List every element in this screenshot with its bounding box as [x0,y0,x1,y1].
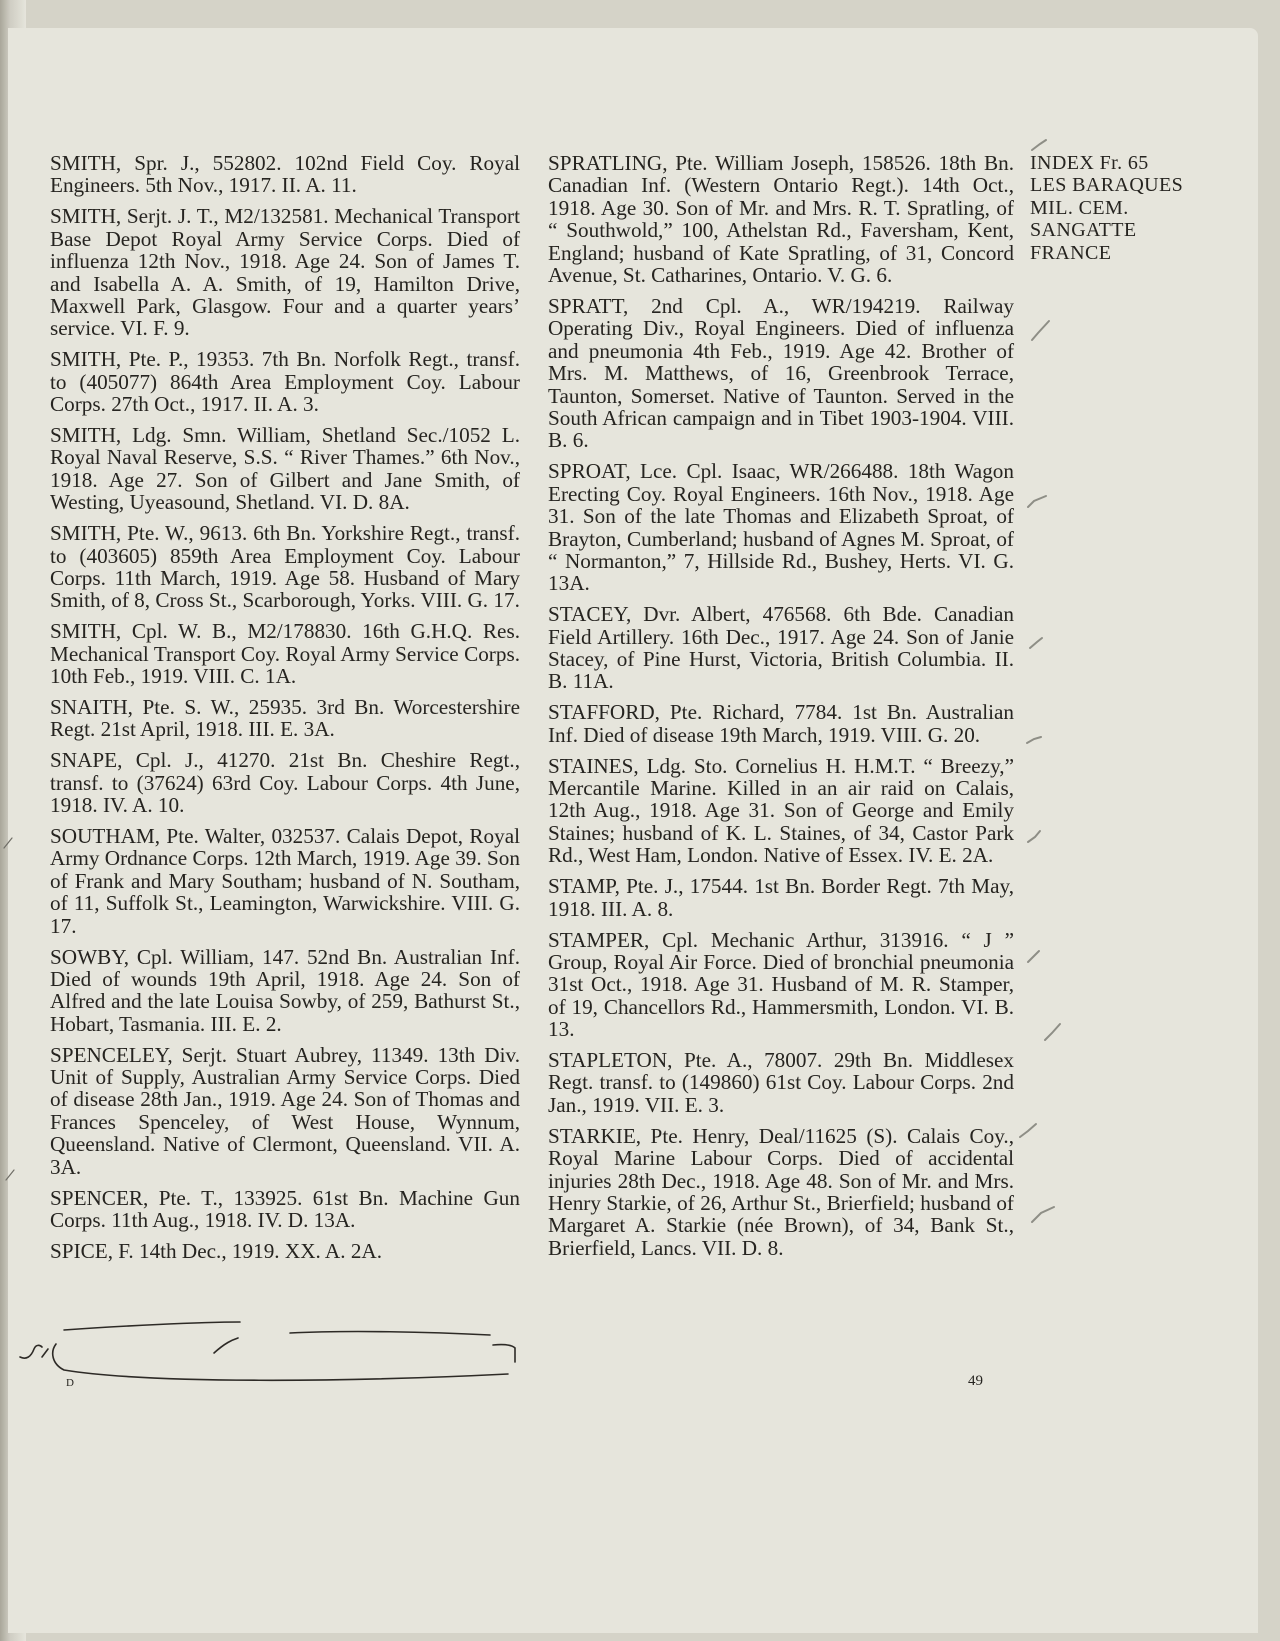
cemetery-line-place: SANGATTE [1030,219,1137,242]
cemetery-line-type: MIL. CEM. [1030,196,1129,219]
entry-stafford: STAFFORD, Pte. Richard, 7784. 1st Bn. Australian Inf. Died of disease 19th March, 1919. VIII. G. 20. [548,700,1014,747]
entry-spencer: SPENCER, Pte. T., 133925. 61st Bn. Machine Gun Corps. 11th Aug., 1918. IV. D. 13A. [50,1185,520,1232]
entry-stacey: STACEY, Dvr. Albert, 476568. 6th Bde. Canadian Field Artillery. 16th Dec., 1917. Age 24. Son of Janie Stacey, of Pine Hurst, Victoria, British Columbia. II. B. 11A. [548,602,1014,694]
entry-smith-j: SMITH, Spr. J., 552802. 102nd Field Coy. Royal Engineers. 5th Nov., 1917. II. A. 11. [50,151,520,198]
middle-column [548,152,1014,1268]
entry-smith-william: SMITH, Ldg. Smn. William, Shetland Sec./1052 L. Royal Naval Reserve, S.S. “ River Thames.” 6th Nov., 1918. Age 27. Son of Gilbert and Jane Smith, of Westing, Uyeasound, Shetland. VI. D. 8A. [50,422,520,515]
entry-snape: SNAPE, Cpl. J., 41270. 21st Bn. Cheshire Regt., transf. to (37624) 63rd Coy. Labour Corps. 4th June, 1918. IV. A. 10. [50,748,520,818]
entry-stamp: STAMP, Pte. J., 17544. 1st Bn. Border Regt. 7th May, 1918. III. A. 8. [548,874,1014,921]
cemetery-line-index: INDEX Fr. 65 [1030,152,1149,174]
entry-stamper: STAMPER, Cpl. Mechanic Arthur, 313916. “ J ” Group, Royal Air Force. Died of bronchial pneumonia 31st Oct., 1918. Age 31. Husband of M. R. Stamper, of 19, Chancellors Rd., Hammersmith, London. VI. B. 13. [548,927,1014,1042]
entry-southam: SOUTHAM, Pte. Walter, 032537. Calais Depot, Royal Army Ordnance Corps. 12th March, 1919. Age 39. Son of Frank and Mary Southam; husband of N. Southam, of 11, Suffolk St., Leamington, Warwickshire. VIII. G. 17. [50,823,520,938]
entry-smith-p: SMITH, Pte. P., 19353. 7th Bn. Norfolk Regt., transf. to (405077) 864th Area Employment Coy. Labour Corps. 27th Oct., 1917. II. A. 3. [50,347,520,417]
entry-snaith: SNAITH, Pte. S. W., 25935. 3rd Bn. Worcestershire Regt. 21st April, 1918. III. E. 3A. [50,694,520,742]
entry-smith-w: SMITH, Pte. W., 9613. 6th Bn. Yorkshire Regt., transf. to (403605) 859th Area Employment Coy. Labour Corps. 11th March, 1919. Age 58. Husband of Mary Smith, of 8, Cross St., Scarborough, Yorks. VIII. G. 17. [50,521,520,613]
entry-spratling: SPRATLING, Pte. William Joseph, 158526. 18th Bn. Canadian Inf. (Western Ontario Regt.). 14th Oct., 1918. Age 30. Son of Mr. and Mrs. R. T. Spratling, of “ Southwold,” 100, Athelstan Rd., Faversham, Kent, England; husband of Kate Spratling, of 31, Concord Avenue, St. Catharines, Ontario. V. G. 6. [548,151,1014,288]
entry-starkie: STARKIE, Pte. Henry, Deal/11625 (S). Calais Coy., Royal Marine Labour Corps. Died of accidental injuries 28th Dec., 1918. Age 48. Son of Mr. and Mrs. Henry Starkie, of 26, Arthur St., Brierfield; husband of Margaret A. Starkie (née Brown), of 34, Bank St., Brierfield, Lancs. VII. D. 8. [548,1123,1014,1260]
entry-smith-w-b: SMITH, Cpl. W. B., M2/178830. 16th G.H.Q. Res. Mechanical Transport Coy. Royal Army Service Corps. 10th Feb., 1919. VIII. C. 1A. [50,619,520,689]
entry-sowby: SOWBY, Cpl. William, 147. 52nd Bn. Australian Inf. Died of wounds 19th April, 1918. Age 24. Son of Alfred and the late Louisa Sowby, of 259, Bathurst St., Hobart, Tasmania. III. E. 2. [50,944,520,1036]
entry-sproat: SPROAT, Lce. Cpl. Isaac, WR/266488. 18th Wagon Erecting Coy. Royal Engineers. 16th Nov., 1918. Age 31. Son of the late Thomas and Elizabeth Sproat, of Brayton, Cumberland; husband of Agnes M. Sproat, of “ Normanton,” 7, Hillside Rd., Bushey, Herts. VI. G. 13A. [548,459,1014,596]
page-number: 49 [968,1373,983,1389]
entry-spratt: SPRATT, 2nd Cpl. A., WR/194219. Railway Operating Div., Royal Engineers. Died of influenza and pneumonia 4th Feb., 1919. Age 42. Brother of Mrs. M. Matthews, of 16, Greenbrook Terrace, Taunton, Somerset. Native of Taunton. Served in the South African campaign and in Tibet 1903-1904. VIII. B. 6. [548,293,1014,453]
left-column [50,152,520,1271]
entry-smith-j-t: SMITH, Serjt. J. T., M2/132581. Mechanical Transport Base Depot Royal Army Service Corps. Died of influenza 12th Nov., 1918. Age 24. Son of James T. and Isabella A. A. Smith, of 19, Hamilton Drive, Maxwell Park, Glasgow. Four and a quarter years’ service. VI. F. 9. [50,204,520,341]
entry-stapleton: STAPLETON, Pte. A., 78007. 29th Bn. Middlesex Regt. transf. to (149860) 61st Coy. Labour Corps. 2nd Jan., 1919. VII. E. 3. [548,1048,1014,1117]
entry-staines: STAINES, Ldg. Sto. Cornelius H. H.M.T. “ Breezy,” Mercantile Marine. Killed in an air raid on Calais, 12th Aug., 1918. Age 31. Son of George and Emily Staines; husband of K. L. Staines, of 34, Castor Park Rd., West Ham, London. Native of Essex. IV. E. 2A. [548,753,1014,868]
cemetery-annotation [1030,152,1250,264]
printer-signature: D [66,1377,75,1389]
entry-spice: SPICE, F. 14th Dec., 1919. XX. A. 2A. [50,1238,383,1263]
cemetery-line-country: FRANCE [1030,241,1112,264]
entry-spenceley: SPENCELEY, Serjt. Stuart Aubrey, 11349. 13th Div. Unit of Supply, Australian Army Service Corps. Died of disease 28th Jan., 1919. Age 24. Son of Thomas and Frances Spenceley, of West House, Wynnum, Queensland. Native of Clermont, Queensland. VII. A. 3A. [50,1042,520,1179]
cemetery-line-name: LES BARAQUES [1030,174,1184,197]
